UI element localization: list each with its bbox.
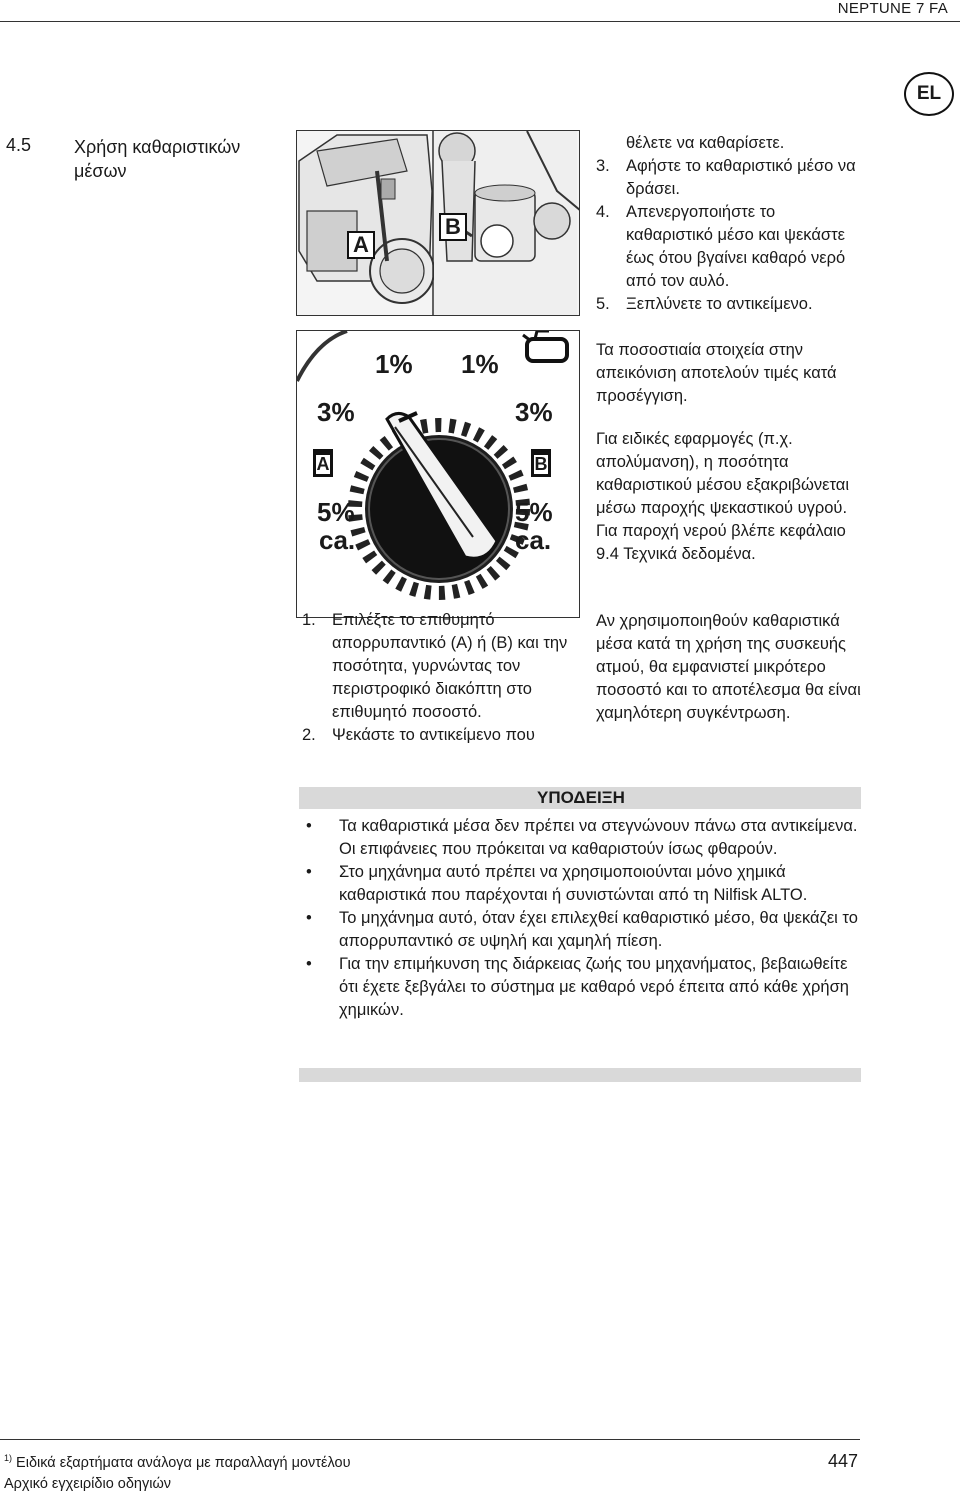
steps-left	[302, 609, 570, 747]
section-number: 4.5	[6, 135, 32, 155]
step-number: 2.	[302, 726, 316, 744]
bullet-icon: •	[306, 863, 312, 881]
notice-item-text: Στο μηχάνημα αυτό πρέπει να χρησιμοποιούνται μόνο χημικά καθαριστικά που παρέχονται ή συνιστώνται από τη Nilfisk ALTO.	[339, 863, 808, 904]
step-text: Ξεπλύνετε το αντικείμενο.	[626, 295, 813, 313]
bullet-icon: •	[306, 909, 312, 927]
dial-tank-b-label: B	[531, 449, 551, 477]
machine-detergent-tanks-figure	[296, 130, 580, 316]
page-number: 447	[828, 1451, 859, 1471]
step-item	[596, 201, 862, 293]
bullet-icon: •	[306, 955, 312, 973]
bullet-icon: •	[306, 817, 312, 835]
special-applications-paragraph: Για ειδικές εφαρμογές (π.χ. απολύμανση), η ποσότητα καθαριστικού μέσου εξακριβώνεται μέσω παροχής ψεκαστικού υγρού. Για παροχή νερού βλέπε κεφάλαιο 9.4 Τεχνικά δεδομένα.	[596, 430, 849, 563]
dial-right-3pct: 3%	[515, 397, 553, 427]
manual-title: Αρχικό εγχειρίδιο οδηγιών	[4, 1476, 172, 1492]
step-number: 1.	[302, 611, 316, 629]
step-number: 4.	[596, 203, 610, 221]
notice-item-text: Τα καθαριστικά μέσα δεν πρέπει να στεγνώνουν πάνω στα αντικείμενα. Οι επιφάνειες που πρόκειται να καθαριστούν ίσως φθαρούν.	[339, 817, 858, 858]
step-text: Επιλέξτε το επιθυμητό απορρυπαντικό (A) ή (B) και την ποσότητα, γυρνώντας τον περιστροφικό διακόπτη στο επιθυμητό ποσοστό.	[332, 611, 568, 721]
notice-bottom-bar	[299, 1068, 861, 1082]
detergent-dial-figure	[296, 330, 580, 618]
notice-item-text: Το μηχάνημα αυτό, όταν έχει επιλεχθεί καθαριστικό μέσο, θα ψεκάζει το απορρυπαντικό σε υψηλή και χαμηλή πίεση.	[339, 909, 858, 950]
dial-left-5pct: 5%	[317, 497, 355, 527]
notice-item	[299, 861, 861, 907]
notice-item	[299, 953, 861, 1022]
dial-right-ca: ca.	[515, 525, 552, 555]
section-title-line2: μέσων	[74, 161, 127, 181]
dial-right-5pct: 5%	[515, 497, 553, 527]
step-text: Απενεργοποιήστε το καθαριστικό μέσο και ψεκάστε έως ότου βγαίνει καθαρό νερό από τον αυλό.	[626, 203, 846, 290]
dial-left-ca: ca.	[319, 525, 356, 555]
notice-list	[299, 815, 861, 1022]
header-divider	[0, 21, 960, 22]
dial-left-3pct: 3%	[317, 397, 355, 427]
steps-right	[596, 132, 862, 316]
approx-values-paragraph: Τα ποσοστιαία στοιχεία στην απεικόνιση αποτελούν τιμές κατά προσέγγιση.	[596, 341, 837, 405]
notice-item	[299, 815, 861, 861]
step-item	[596, 293, 862, 316]
footnote-mark: 1)	[4, 1453, 13, 1463]
language-badge: EL	[904, 72, 954, 116]
notice-item	[299, 907, 861, 953]
steam-mode-paragraph: Αν χρησιμοποιηθούν καθαριστικά μέσα κατά τη χρήση της συσκευής ατμού, θα εμφανιστεί μικρότερο ποσοστό και το αποτέλεσμα θα είναι χαμηλότερη συγκέντρωση.	[596, 612, 861, 722]
notice-title: ΥΠΟΔΕΙΞΗ	[299, 787, 861, 809]
footnote-text: Ειδικά εξαρτήματα ανάλογα με παραλλαγή μοντέλου	[16, 1454, 351, 1471]
dial-left-1pct: 1%	[375, 349, 413, 379]
header-model: NEPTUNE 7 FA	[837, 0, 948, 17]
step-item	[302, 609, 570, 724]
step-2-continuation: θέλετε να καθαρίσετε.	[626, 134, 785, 152]
step-text: Αφήστε το καθαριστικό μέσο να δράσει.	[626, 157, 856, 198]
step-item	[596, 155, 862, 201]
step-text: Ψεκάστε το αντικείμενο που	[332, 726, 535, 744]
tank-a-label: A	[347, 231, 375, 259]
step-number: 3.	[596, 157, 610, 175]
notice-item-text: Για την επιμήκυνση της διάρκειας ζωής του μηχανήματος, βεβαιωθείτε ότι έχετε ξεβγάλει το σύστημα με καθαρό νερό έπειτα από κάθε χρήση χημικών.	[339, 955, 849, 1019]
dial-right-1pct: 1%	[461, 349, 499, 379]
footnote	[4, 1453, 351, 1471]
section-title	[74, 135, 274, 183]
dial-tank-a-label: A	[313, 449, 333, 477]
footer-divider	[0, 1439, 860, 1440]
step-number: 5.	[596, 295, 610, 313]
step-item	[302, 724, 570, 747]
tank-b-label: B	[439, 213, 467, 241]
section-title-line1: Χρήση καθαριστικών	[74, 137, 241, 157]
